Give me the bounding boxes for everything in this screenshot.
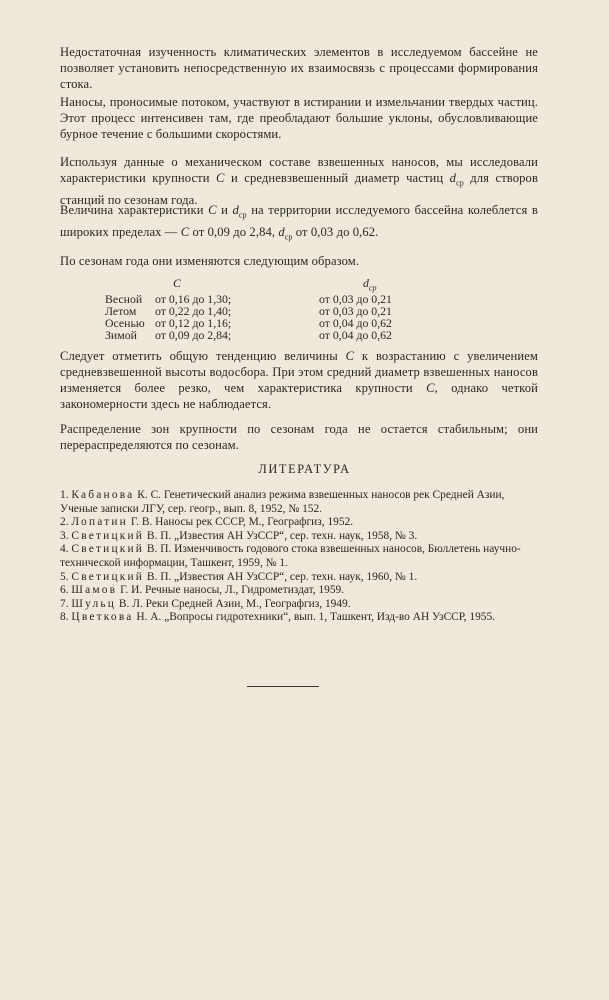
paragraph-4-text: Величина характеристики C и $d_{ср}$ на территории исследуемого бассейна колеблется в широких пределах — C от 0,09 до 2,84, $d_{ср}$ от 0,03 до 0,62. xyxy=(60,203,538,242)
table-row: Летом от 0,22 до 1,40; от 0,03 до 0,21 xyxy=(105,304,392,318)
list-item: 5. Светицкий В. П. „Известия АН УзССР“, сер. техн. наук, 1960, № 1. xyxy=(60,570,418,583)
list-item: 3. Светицкий В. П. „Известия АН УзССР“, сер. техн. наук, 1958, № 3. xyxy=(60,529,418,542)
season-table xyxy=(105,276,445,340)
header-d: $d_{ср}$ xyxy=(363,276,377,293)
paragraph-1: Недостаточная изученность климатических элементов в исследуемом бассейне не позволяет установить непосредственную их взаимосвязь с процессами формирования стока. xyxy=(60,45,538,91)
paragraph-3 xyxy=(60,154,538,208)
list-item: 2. Лопатин Г. В. Наносы рек СССР, М., Географгиз, 1952. xyxy=(60,516,354,529)
list-item: 7. Шульц В. Л. Реки Средней Азии, М., Географгиз, 1949. xyxy=(60,597,351,610)
table-row: Весной от 0,16 до 1,30; от 0,03 до 0,21 xyxy=(105,292,392,306)
paragraph-7: Распределение зон крупности по сезонам года не остается стабильным; они перераспределяются по сезонам. xyxy=(60,422,538,452)
paragraph-6: Следует отметить общую тенденцию величины C к возрастанию с увеличением средневзвешенной высоты водосбора. При этом средний диаметр взвешенных наносов изменяется более резко, чем характеристика крупности C, однако четкой закономерности здесь не наблюдается. xyxy=(60,349,538,411)
paragraph-5: По сезонам года они изменяются следующим образом. xyxy=(60,254,360,268)
list-item: 1. Кабанова К. С. Генетический анализ режима взвешенных наносов рек Средней Азии, Ученые записки ЛГУ, сер. геогр., вып. 8, 1952, № 152. xyxy=(60,489,505,515)
table-row: Зимой от 0,09 до 2,84; от 0,04 до 0,62 xyxy=(105,328,392,342)
paragraph-4 xyxy=(60,202,538,245)
references-title: ЛИТЕРАТУРА xyxy=(258,462,351,476)
references-list xyxy=(60,489,540,625)
table-header xyxy=(105,276,445,292)
paragraph-3-text: Используя данные о механическом составе взвешенных наносов, мы исследовали характеристики крупности C и средневзвешенный диаметр частиц $d_{ср}$ для створов станций по сезонам года. xyxy=(60,155,538,207)
table-row: Осенью от 0,12 до 1,16; от 0,04 до 0,62 xyxy=(105,316,392,330)
list-item: 6. Шамов Г. И. Речные наносы, Л., Гидрометиздат, 1959. xyxy=(60,584,345,597)
list-item: 8. Цветкова Н. А. „Вопросы гидротехники“, вып. 1, Ташкент, Изд-во АН УзССР, 1955. xyxy=(60,611,496,624)
end-rule xyxy=(247,686,319,687)
list-item: 4. Светицкий В. П. Изменчивость годового стока взвешенных наносов, Бюллетень научно-технической информации, Ташкент, 1959, № 1. xyxy=(60,543,521,569)
paragraph-2: Наносы, проносимые потоком, участвуют в истирании и измельчании твердых частиц. Этот процесс интенсивен там, где преобладают большие уклоны, обусловливающие бурное течение с большими скоростями. xyxy=(60,95,538,141)
header-c: C xyxy=(173,276,181,290)
